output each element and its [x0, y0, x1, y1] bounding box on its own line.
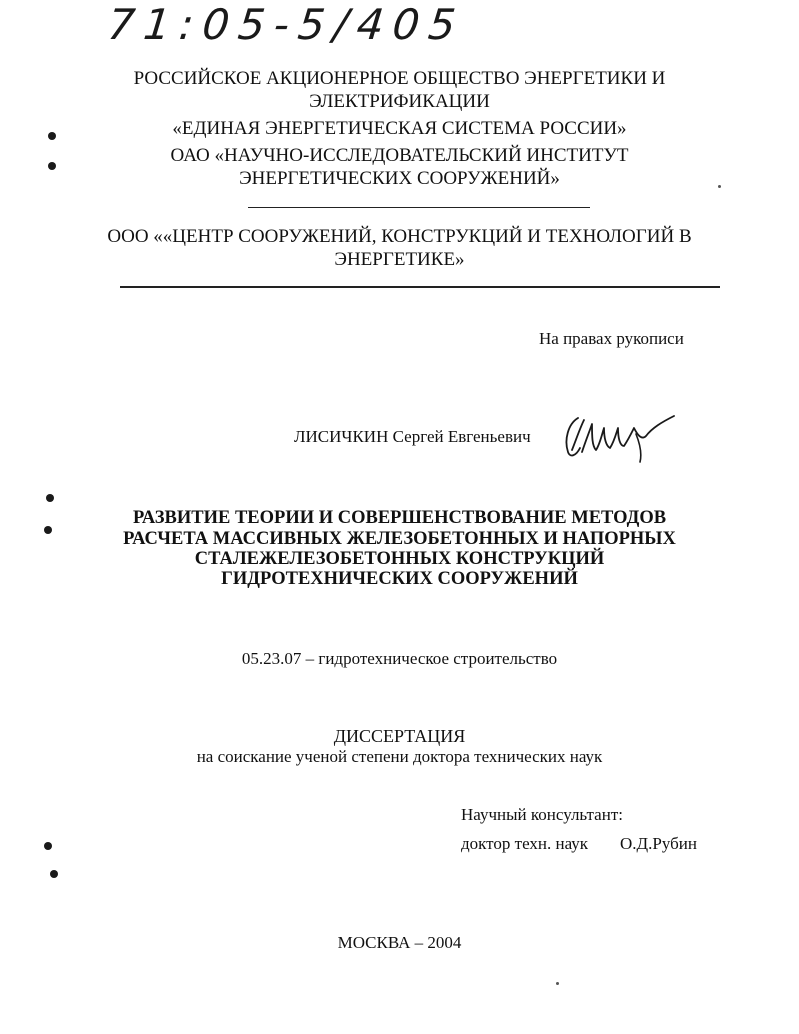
archive-number: 71:05-5/405	[105, 0, 467, 49]
organization-line-7: ЭНЕРГЕТИКЕ»	[334, 249, 465, 270]
manuscript-rights: На правах рукописи	[539, 329, 684, 348]
title-line-3: СТАЛЕЖЕЛЕЗОБЕТОННЫХ КОНСТРУКЦИЙ	[194, 549, 605, 569]
author-signature	[562, 410, 682, 465]
specialty: 05.23.07 – гидротехническое строительство	[241, 649, 558, 668]
author-name: ЛИСИЧКИН Сергей Евгеньевич	[294, 427, 531, 446]
paper-speck	[718, 185, 721, 188]
consultant-name: О.Д.Рубин	[620, 834, 697, 853]
organization-line-4: ОАО «НАУЧНО-ИССЛЕДОВАТЕЛЬСКИЙ ИНСТИТУТ	[170, 145, 629, 166]
degree-line: на соискание ученой степени доктора технических наук	[196, 747, 603, 766]
binding-hole-mark	[46, 494, 54, 502]
organization-line-1: РОССИЙСКОЕ АКЦИОНЕРНОЕ ОБЩЕСТВО ЭНЕРГЕТИКИ И	[133, 68, 666, 89]
city-year: МОСКВА – 2004	[337, 933, 462, 952]
binding-hole-mark	[44, 526, 52, 534]
binding-hole-mark	[50, 870, 58, 878]
separator-long	[120, 286, 720, 288]
organization-line-5: ЭНЕРГЕТИЧЕСКИХ СООРУЖЕНИЙ»	[239, 168, 560, 189]
binding-hole-mark	[48, 162, 56, 170]
title-line-2: РАСЧЕТА МАССИВНЫХ ЖЕЛЕЗОБЕТОННЫХ И НАПОРНЫХ	[123, 529, 676, 549]
title-line-1: РАЗВИТИЕ ТЕОРИИ И СОВЕРШЕНСТВОВАНИЕ МЕТОДОВ	[132, 508, 667, 528]
paper-speck	[556, 982, 559, 985]
title-line-4: ГИДРОТЕХНИЧЕСКИХ СООРУЖЕНИЙ	[221, 569, 578, 589]
organization-line-6: ООО ««ЦЕНТР СООРУЖЕНИЙ, КОНСТРУКЦИЙ И ТЕХНОЛОГИЙ В	[107, 226, 692, 247]
organization-line-3: «ЕДИНАЯ ЭНЕРГЕТИЧЕСКАЯ СИСТЕМА РОССИИ»	[172, 118, 627, 139]
binding-hole-mark	[44, 842, 52, 850]
separator-short	[248, 207, 590, 208]
consultant-degree: доктор техн. наук	[461, 834, 589, 853]
document-type: ДИССЕРТАЦИЯ	[333, 726, 466, 746]
organization-line-2: ЭЛЕКТРИФИКАЦИИ	[309, 91, 490, 112]
consultant-label: Научный консультант:	[461, 805, 623, 824]
binding-hole-mark	[48, 132, 56, 140]
